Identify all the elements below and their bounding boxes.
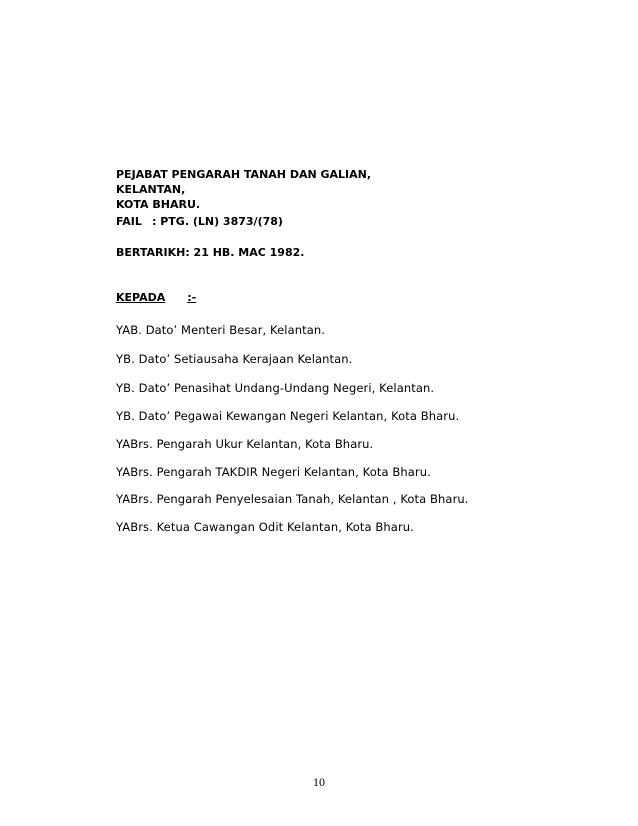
page-number: 10 — [313, 775, 325, 789]
office-line: KOTA BHARU. — [116, 198, 201, 211]
date-line: BERTARIKH: 21 HB. MAC 1982. — [116, 246, 305, 259]
addressee-label: KEPADA — [116, 291, 166, 304]
file-reference — [116, 214, 283, 229]
file-value: : PTG. (LN) 3873/(78) — [152, 215, 283, 228]
file-label: FAIL — [116, 215, 142, 228]
addressee-suffix: :- — [187, 291, 197, 304]
recipient-item: YB. Dato’ Setiausaha Kerajaan Kelantan. — [116, 352, 353, 366]
recipient-item: YABrs. Pengarah TAKDIR Negeri Kelantan, Kota Bharu. — [116, 465, 431, 479]
office-line: PEJABAT PENGARAH TANAH DAN GALIAN, — [116, 168, 372, 181]
recipient-item: YAB. Dato’ Menteri Besar, Kelantan. — [116, 323, 326, 337]
recipient-item: YB. Dato’ Pegawai Kewangan Negeri Kelantan, Kota Bharu. — [116, 409, 460, 423]
recipient-item: YB. Dato’ Penasihat Undang-Undang Negeri, Kelantan. — [116, 381, 435, 395]
office-address — [116, 167, 371, 212]
recipient-item: YABrs. Pengarah Penyelesaian Tanah, Kelantan , Kota Bharu. — [116, 492, 469, 506]
office-line: KELANTAN, — [116, 183, 186, 196]
recipient-item: YABrs. Ketua Cawangan Odit Kelantan, Kota Bharu. — [116, 520, 414, 534]
recipient-item: YABrs. Pengarah Ukur Kelantan, Kota Bharu. — [116, 437, 374, 451]
addressee-heading — [116, 291, 196, 304]
